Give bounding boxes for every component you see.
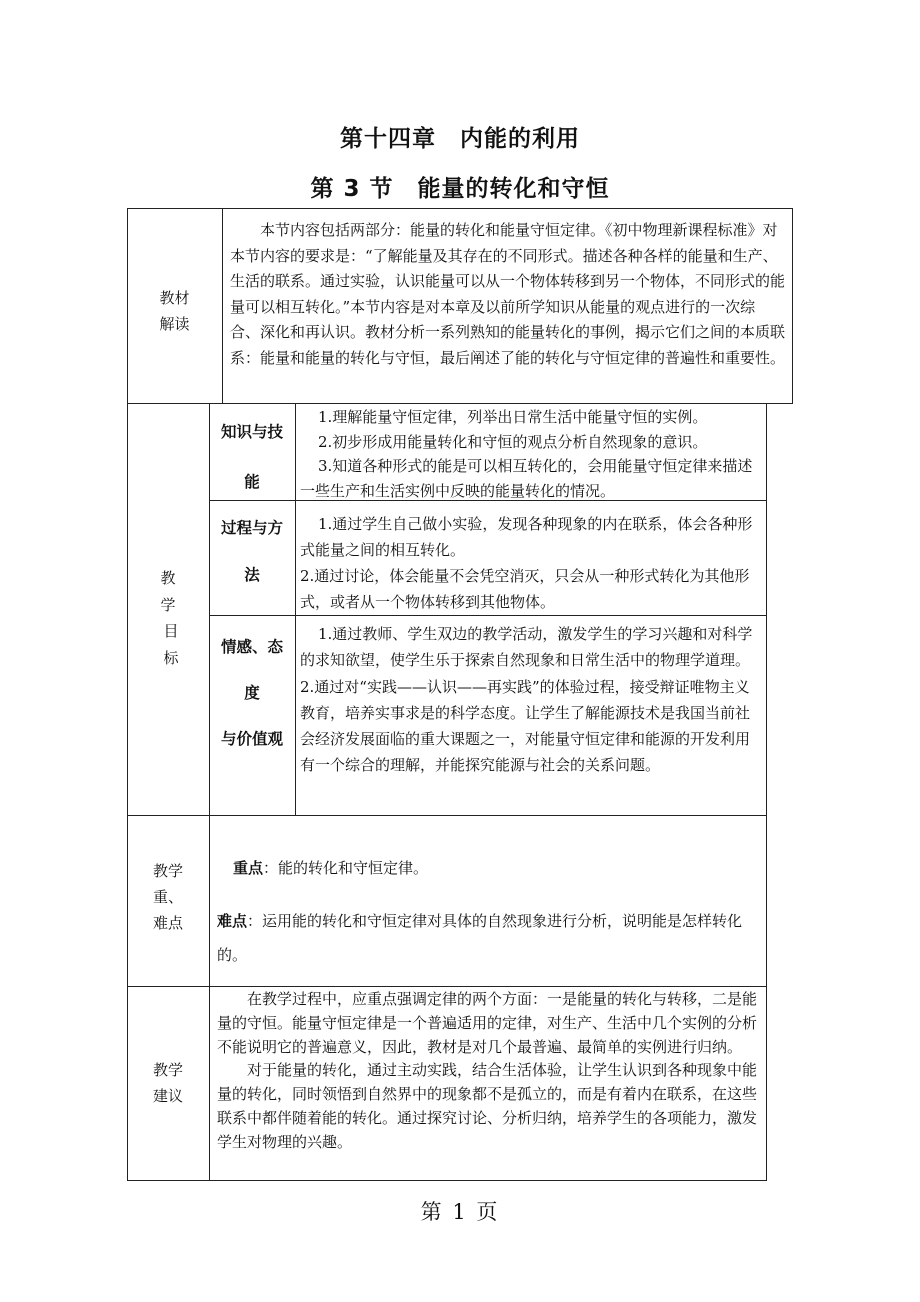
label-jiaocai: 教材 解读 — [159, 289, 190, 333]
list-item: 1.通过学生自己做小实验，发现各种现象的内在联系，体会各种形式能量之间的相互转化。 — [300, 515, 753, 559]
page-number: 第 1 页 — [420, 1200, 500, 1224]
emotion-text — [300, 621, 762, 779]
label-jianyi: 教学 建议 — [152, 1061, 183, 1105]
chapter-title: 第十四章 内能的利用 — [340, 126, 580, 152]
list-item: 2.通过讨论，体会能量不会凭空消灭，只会从一种形式转化为其他形式，或者从一个物体转移到其他物体。 — [300, 567, 750, 611]
paragraph: 在教学过程中，应重点强调定律的两个方面：一是能量的转化与转移，二是能量的守恒。能量守恒定律是一个普遍适用的定律，对生产、生活中几个实例的分析不能说明它的普遍意义，因此，教材是对几个最普遍、最简单的实例进行归纳。 — [217, 990, 758, 1056]
label-mubiao: 教 学 目 标 — [160, 569, 179, 667]
difficult-point: 难点：运用能的转化和守恒定律对具体的自然现象进行分析，说明能是怎样转化的。 — [217, 912, 743, 964]
list-item: 2.通过对“实践——认识——再实践”的体验过程，接受辩证唯物主义教育，培养实事求是的科学态度。让学生了解能源技术是我国当前社会经济发展面临的重大课题之一，对能量守恒定律和能源的开发利用有一个综合的理解，并能探究能源与社会的关系问题。 — [300, 677, 751, 775]
paragraph: 对于能量的转化，通过主动实践，结合生活体验，让学生认识到各种现象中能量的转化，同时领悟到自然界中的现象都不是孤立的，而是有着内在联系，在这些联系中都伴随着能的转化。通过探究讨论、分析归纳，培养学生的各项能力，激发学生对物理的兴趣。 — [217, 1061, 758, 1151]
jianyi-text — [217, 988, 762, 1155]
process-text — [300, 511, 762, 615]
jiaocai-text: 本节内容包括两部分：能量的转化和能量守恒定律。《初中物理新课程标准》对本节内容的要求是：“了解能量及其存在的不同形式。描述各种各样的能量和生产、生活的联系。通过实验，认识能量可以从一个物体转移到另一个物体，不同形式的能量可以相互转化。”本节内容是对本章及以前所学知识从能量的观点进行的一次综合、深化和再认识。教材分析一系列熟知的能量转化的事例，揭示它们之间的本质联系：能量和能量的转化与守恒，最后阐述了能的转化与守恒定律的普遍性和重要性。 — [230, 221, 786, 367]
list-item: 1.通过教师、学生双边的教学活动，激发学生的学习兴趣和对科学的求知欲望，使学生乐于探索自然现象和日常生活中的物理学道理。 — [300, 625, 753, 670]
label-zhongnandian: 教学 重、 难点 — [152, 862, 183, 932]
key-point: 重点：能的转化和守恒定律。 — [233, 859, 429, 877]
knowledge-text — [300, 405, 762, 503]
label-knowledge: 知识与技 能 — [220, 423, 283, 491]
label-emotion: 情感、态 度 与价值观 — [220, 638, 283, 748]
label-process: 过程与方 法 — [220, 519, 283, 584]
list-item: 3.知道各种形式的能是可以相互转化的，会用能量守恒定律来描述一些生产和生活实例中反映的能量转化的情况。 — [300, 457, 753, 500]
list-item: 2.初步形成用能量转化和守恒的观点分析自然现象的意识。 — [318, 432, 708, 451]
section-title: 第 3 节 能量的转化和守恒 — [310, 176, 610, 202]
list-item: 1.理解能量守恒定律，列举出日常生活中能量守恒的实例。 — [318, 408, 708, 426]
